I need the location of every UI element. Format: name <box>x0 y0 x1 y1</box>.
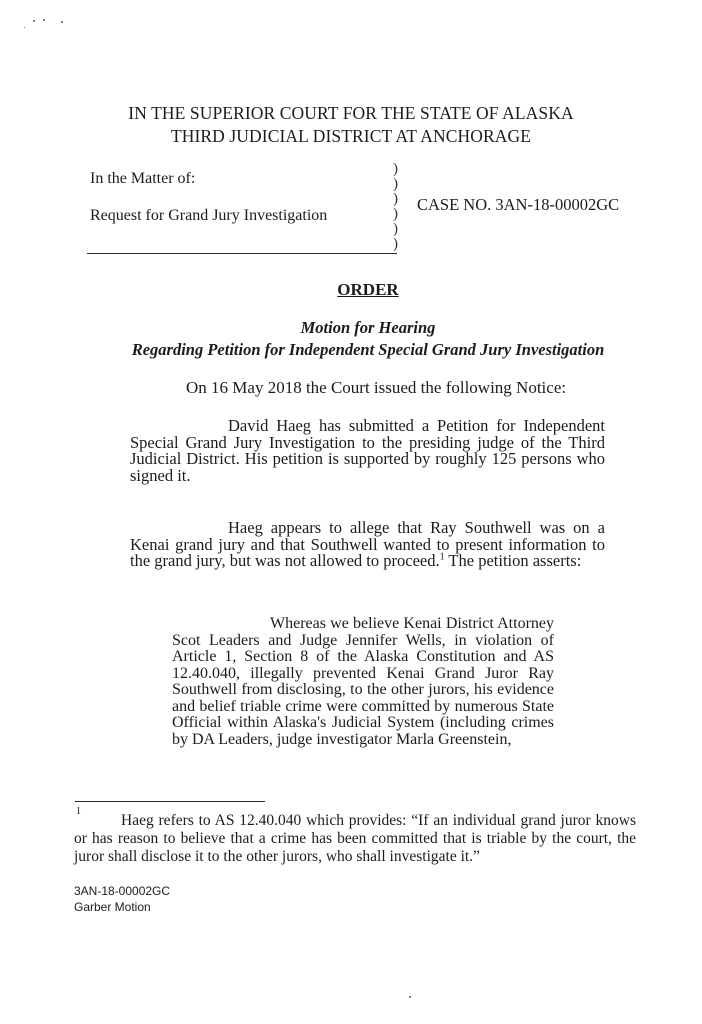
matter-label: In the Matter of: <box>90 170 196 187</box>
footnote <box>74 812 636 866</box>
notice-paragraph-2-body: Haeg appears to allege that Ray Southwell was on a Kenai grand jury and that Southwell wanted to present information to the grand jury, but was not allowed to proceed. <box>130 518 605 570</box>
footer-case-code: 3AN-18-00002GC <box>74 884 171 898</box>
caption-bracket: ) <box>393 236 398 252</box>
caption-bracket: ) <box>393 161 398 177</box>
petition-quote <box>172 616 554 748</box>
footnote-ref: 1 <box>439 551 445 563</box>
scan-speck <box>24 27 25 28</box>
order-subtitle-line2: Regarding Petition for Independent Special Grand Jury Investigation <box>131 340 605 359</box>
notice-paragraph-2 <box>130 520 605 570</box>
court-district: THIRD JUDICIAL DISTRICT AT ANCHORAGE <box>170 126 532 146</box>
scan-speck <box>409 996 411 998</box>
caption-bracket: ) <box>393 206 398 222</box>
footnote-text: Haeg refers to AS 12.40.040 which provides: “If an individual grand juror knows or has reason to believe that a crime has been committed that is triable by the court, the juror shall disclose it to the other jurors, who shall investigate it.” <box>74 812 636 865</box>
footnote-number: 1 <box>76 806 81 817</box>
scan-speck <box>33 20 35 22</box>
caption-bracket: ) <box>393 176 398 192</box>
court-name: IN THE SUPERIOR COURT FOR THE STATE OF ALASKA <box>128 103 574 123</box>
order-heading: ORDER <box>337 280 399 299</box>
footnote-rule <box>75 801 265 802</box>
order-intro: On 16 May 2018 the Court issued the following Notice: <box>186 378 567 397</box>
matter-title: Request for Grand Jury Investigation <box>90 207 328 224</box>
caption-bracket: ) <box>393 191 398 207</box>
petition-quote-text: Whereas we believe Kenai District Attorney Scot Leaders and Judge Jennifer Wells, in violation of Article 1, Section 8 of the Alaska Constitution and AS 12.40.040, illegally prevented Kenai Grand Juror Ray Southwell from disclosing, to the other jurors, his evidence and belief triable crime were committed by numerous State Official within Alaska's Judicial System (including crimes by DA Leaders, judge investigator Marla Greenstein, <box>172 615 554 748</box>
caption-divider <box>87 253 397 254</box>
scan-speck <box>61 21 63 23</box>
notice-paragraph-2-tail: The petition asserts: <box>444 551 582 570</box>
scan-speck <box>43 19 45 21</box>
notice-paragraph-1 <box>130 418 605 484</box>
order-subtitle-line1: Motion for Hearing <box>300 318 436 337</box>
notice-paragraph-1-text: David Haeg has submitted a Petition for Independent Special Grand Jury Investigation to the presiding judge of the Third Judicial District. His petition is supported by roughly 125 persons who signed it. <box>130 416 605 485</box>
notice-paragraph-2-text <box>130 520 605 570</box>
case-number: CASE NO. 3AN-18-00002GC <box>417 195 620 214</box>
caption-bracket: ) <box>393 221 398 237</box>
footer-doc-name: Garber Motion <box>74 900 151 914</box>
